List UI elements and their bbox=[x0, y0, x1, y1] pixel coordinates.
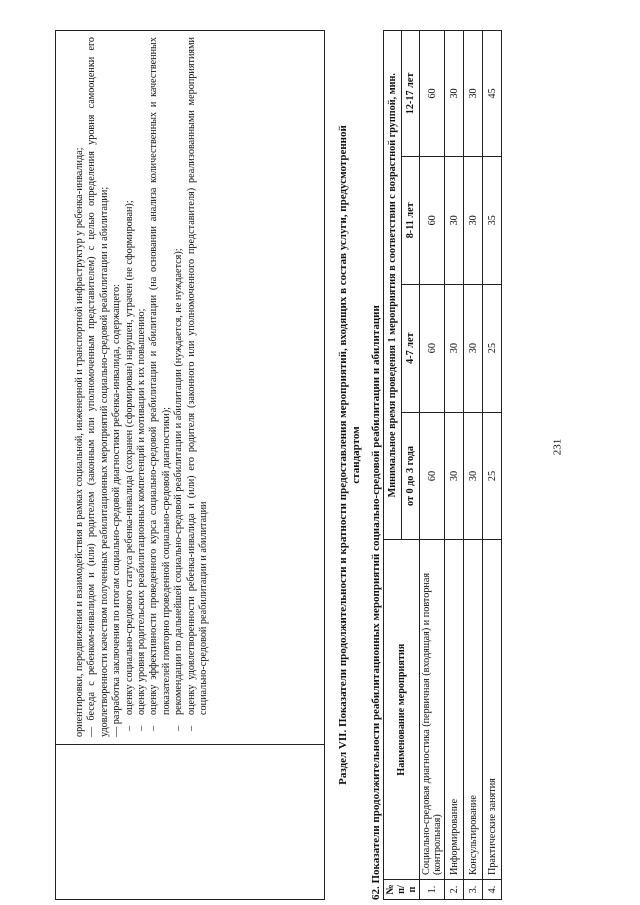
row-value: 60 bbox=[420, 284, 445, 412]
header-age-group: 4-7 лет bbox=[402, 284, 420, 412]
page-number: 231 bbox=[551, 438, 564, 456]
row-num: 4. bbox=[483, 880, 502, 900]
row-value: 30 bbox=[464, 284, 483, 412]
dash-mark: – bbox=[173, 725, 185, 731]
row-name: Консультирование bbox=[464, 540, 483, 880]
section-heading: Раздел VII. Показатели продолжительности и кратности предоставления мероприятий, входящих в состав услуги, предусмотренной стандартом bbox=[337, 125, 362, 785]
row-num: 3. bbox=[464, 880, 483, 900]
dash-mark: – bbox=[123, 725, 135, 731]
continuation-table bbox=[55, 30, 325, 900]
table-title: 62. Показатели продолжительности реабилитационных мероприятий социально-средовой реабилитации и абилитации bbox=[370, 305, 382, 900]
row-num: 2. bbox=[445, 880, 464, 900]
table-row bbox=[445, 31, 464, 900]
row-value: 25 bbox=[483, 412, 502, 540]
cell-item bbox=[186, 37, 211, 737]
row-name: Информирование bbox=[445, 540, 464, 880]
column-divider bbox=[56, 744, 324, 745]
dash-mark: – bbox=[136, 725, 148, 731]
row-num: 1. bbox=[420, 880, 445, 900]
row-name: Практические занятия bbox=[483, 540, 502, 880]
cell-item-text: оценку эффективности проведенного курса социально-средовой реабилитации и абилитации (на основании анализа количественных и качественных показателей повторно проведенной социально-средовой диагностики); bbox=[148, 37, 172, 715]
cell-line: ориентировки, передвижения и взаимодействия в рамках социальной, инженерной и транспортной инфраструктур у ребенка-инвалида; bbox=[74, 147, 85, 737]
cell-line: — разработка заключения по итогам социально-средовой диагностики ребенка-инвалида, содержащего: bbox=[111, 284, 123, 737]
duration-table bbox=[383, 30, 502, 900]
row-value: 45 bbox=[483, 31, 502, 157]
cell-item bbox=[148, 37, 173, 737]
row-value: 60 bbox=[420, 156, 445, 284]
rotated-page-content bbox=[55, 0, 525, 900]
table-row bbox=[464, 31, 483, 900]
row-value: 60 bbox=[420, 412, 445, 540]
row-value: 30 bbox=[445, 412, 464, 540]
cell-item bbox=[136, 37, 148, 737]
continuation-cell-text bbox=[74, 37, 210, 737]
header-min-time: Минимальное время проведения 1 мероприятия в соответствии с возрастной группой, мин. bbox=[384, 31, 402, 540]
row-value: 30 bbox=[445, 156, 464, 284]
cell-item-text: оценку уровня родительских реабилитационных компетенций и мотивации к их повышению; bbox=[136, 308, 148, 715]
row-value: 30 bbox=[445, 31, 464, 157]
cell-item-text: оценку удовлетворенности ребенка-инвалида и (или) его родителя (законного или уполномоченного представителя) реализованными мероприятиями социально-средовой реабилитации и абилитации bbox=[185, 37, 210, 715]
header-age-group: от 0 до 3 года bbox=[402, 412, 420, 540]
row-value: 60 bbox=[420, 31, 445, 157]
row-value: 30 bbox=[464, 156, 483, 284]
row-name: Социально-средовая диагностика (первичная (входящая) и повторная (контрольная) bbox=[420, 540, 445, 880]
row-value: 30 bbox=[464, 412, 483, 540]
cell-item bbox=[173, 37, 185, 737]
row-value: 30 bbox=[464, 31, 483, 157]
cell-line: — беседа с ребенком-инвалидом и (или) родителем (законным или уполномоченным представителем) с целью определения уровня самооценки его удовлетворенности качеством полученных реабилитационных мероприятий социально-средовой реабилитации и абилитации; bbox=[86, 37, 110, 737]
header-age-group: 8-11 лет bbox=[402, 156, 420, 284]
dash-mark: – bbox=[185, 725, 197, 731]
cell-item-text: оценку социально-средового статуса ребенка-инвалида (сохранен (сформирован) нарушен, утрачен (не сформирован); bbox=[123, 200, 135, 715]
cell-item-text: рекомендации по дальнейшей социально-средовой реабилитации и абилитации (нуждается, не нуждается); bbox=[173, 248, 185, 715]
header-num: № п/п bbox=[384, 880, 420, 900]
table-row bbox=[483, 31, 502, 900]
cell-item bbox=[124, 37, 136, 737]
table-row bbox=[420, 31, 445, 900]
header-age-group: 12-17 лет bbox=[402, 31, 420, 157]
header-name: Наименование мероприятия bbox=[384, 540, 420, 880]
row-value: 25 bbox=[483, 284, 502, 412]
row-value: 30 bbox=[445, 284, 464, 412]
row-value: 35 bbox=[483, 156, 502, 284]
dash-mark: – bbox=[148, 725, 160, 731]
